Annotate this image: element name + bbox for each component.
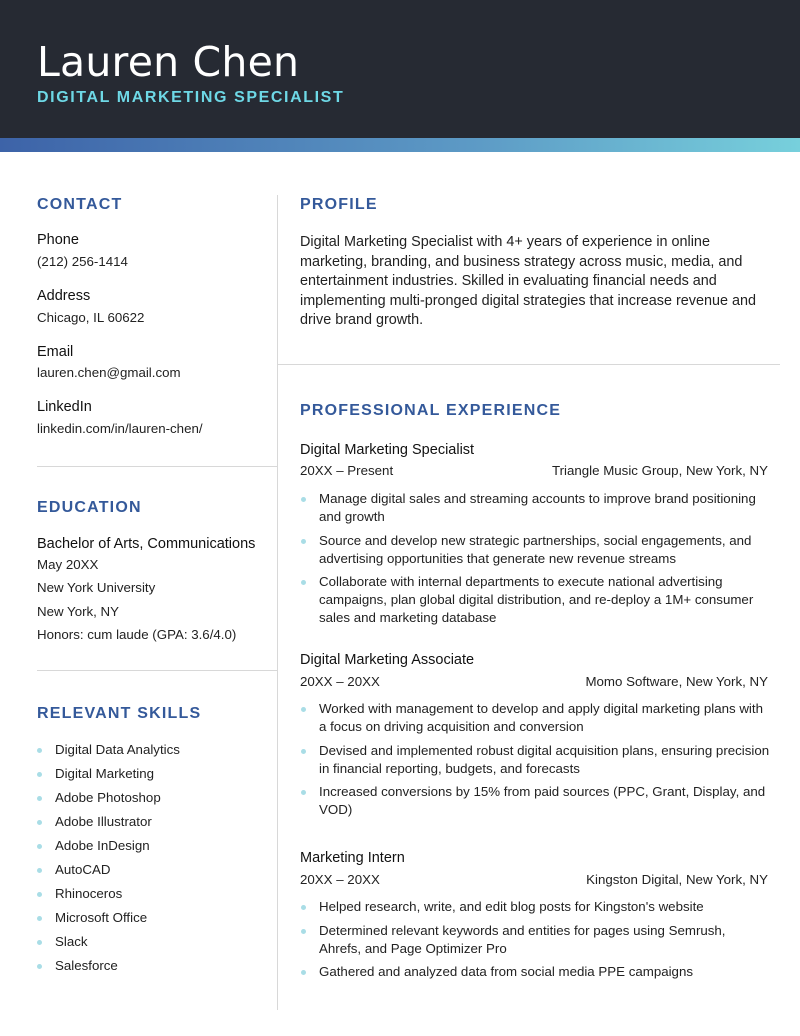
contact-heading: CONTACT: [37, 196, 123, 213]
section-divider: [37, 466, 277, 467]
bullet-dot: [301, 970, 306, 975]
job-bullet: Collaborate with internal departments to execute national advertising campaigns, plan global digital distribution, and re-deploy a 1M+ consumer sales and marketing database: [300, 573, 770, 627]
skill-item: Digital Data Analytics: [37, 741, 272, 765]
bullet-dot: [301, 749, 306, 754]
job-bullets: [300, 898, 770, 987]
job-company: Triangle Music Group, New York, NY: [551, 463, 768, 478]
bullet-dot: [301, 580, 306, 585]
candidate-name: Lauren Chen: [37, 38, 300, 86]
skill-item: Adobe Photoshop: [37, 789, 272, 813]
linkedin-value: linkedin.com/in/lauren-chen/: [37, 421, 203, 436]
job-bullet: Devised and implemented robust digital acquisition plans, ensuring precision in financial reporting, budgets, and forecasts: [300, 742, 770, 778]
education-date: May 20XX: [37, 557, 99, 572]
phone-value: (212) 256-1414: [37, 254, 128, 269]
job-dates: 20XX – 20XX: [300, 872, 380, 887]
header-gradient-bar: [0, 138, 800, 152]
skill-item: Adobe InDesign: [37, 837, 272, 861]
contact-label: Address: [37, 288, 91, 304]
bullet-dot: [37, 940, 42, 945]
job-title: Digital Marketing Associate: [300, 652, 475, 668]
section-divider: [278, 364, 780, 365]
skill-item: AutoCAD: [37, 861, 272, 885]
job-bullet: Helped research, write, and edit blog posts for Kingston's website: [300, 898, 770, 916]
skill-item: Adobe Illustrator: [37, 813, 272, 837]
bullet-dot: [301, 790, 306, 795]
job-title: Digital Marketing Specialist: [300, 442, 475, 458]
experience-heading: PROFESSIONAL EXPERIENCE: [300, 402, 562, 419]
contact-label: Email: [37, 344, 74, 360]
bullet-dot: [37, 796, 42, 801]
bullet-dot: [301, 707, 306, 712]
job-bullets: [300, 490, 770, 633]
skill-item: Rhinoceros: [37, 885, 272, 909]
education-school: New York University: [37, 580, 156, 595]
job-bullet: Worked with management to develop and apply digital marketing plans with a focus on driving acquisition and conversion: [300, 700, 770, 736]
skill-item: Microsoft Office: [37, 909, 272, 933]
job-bullet: Increased conversions by 15% from paid sources (PPC, Grant, Display, and VOD): [300, 783, 770, 819]
bullet-dot: [37, 772, 42, 777]
job-company: Kingston Digital, New York, NY: [586, 872, 768, 887]
address-value: Chicago, IL 60622: [37, 310, 145, 325]
bullet-dot: [37, 820, 42, 825]
profile-summary: Digital Marketing Specialist with 4+ years of experience in online marketing, branding, and business strategy across music, media, and entertainment industries. Skilled in evaluating financial needs and implementing multi-pronged digital strategies that increase revenue and drive brand growth.: [300, 234, 756, 329]
skills-list: [37, 741, 272, 981]
bullet-dot: [37, 892, 42, 897]
skill-item: Slack: [37, 933, 272, 957]
resume-header: [0, 0, 800, 140]
job-bullet: Determined relevant keywords and entities for pages using Semrush, Ahrefs, and Page Optimizer Pro: [300, 922, 770, 958]
job-bullet: Manage digital sales and streaming accounts to improve brand positioning and growth: [300, 490, 770, 526]
job-bullet: Source and develop new strategic partnerships, social engagements, and advertising opportunities that generate new revenue streams: [300, 532, 770, 568]
contact-label: LinkedIn: [37, 399, 92, 415]
job-bullet: Gathered and analyzed data from social media PPE campaigns: [300, 963, 770, 981]
bullet-dot: [37, 748, 42, 753]
profile-heading: PROFILE: [300, 196, 378, 213]
job-dates: 20XX – 20XX: [300, 674, 380, 689]
skills-heading: RELEVANT SKILLS: [37, 705, 202, 722]
bullet-dot: [301, 539, 306, 544]
bullet-dot: [37, 844, 42, 849]
skill-item: Digital Marketing: [37, 765, 272, 789]
education-honors: Honors: cum laude (GPA: 3.6/4.0): [37, 627, 237, 642]
bullet-dot: [37, 964, 42, 969]
education-location: New York, NY: [37, 604, 120, 619]
bullet-dot: [37, 916, 42, 921]
column-divider: [277, 195, 278, 1010]
bullet-dot: [301, 929, 306, 934]
bullet-dot: [37, 868, 42, 873]
email-value: lauren.chen@gmail.com: [37, 365, 181, 380]
bullet-dot: [301, 905, 306, 910]
job-bullets: [300, 700, 770, 825]
job-title: Marketing Intern: [300, 850, 405, 866]
job-dates: 20XX – Present: [300, 463, 394, 478]
education-heading: EDUCATION: [37, 499, 142, 516]
education-degree: Bachelor of Arts, Communications: [37, 536, 256, 552]
section-divider: [37, 670, 277, 671]
skill-item: Salesforce: [37, 957, 272, 981]
job-company: Momo Software, New York, NY: [585, 674, 768, 689]
candidate-title: DIGITAL MARKETING SPECIALIST: [37, 89, 345, 106]
bullet-dot: [301, 497, 306, 502]
contact-label: Phone: [37, 232, 79, 248]
